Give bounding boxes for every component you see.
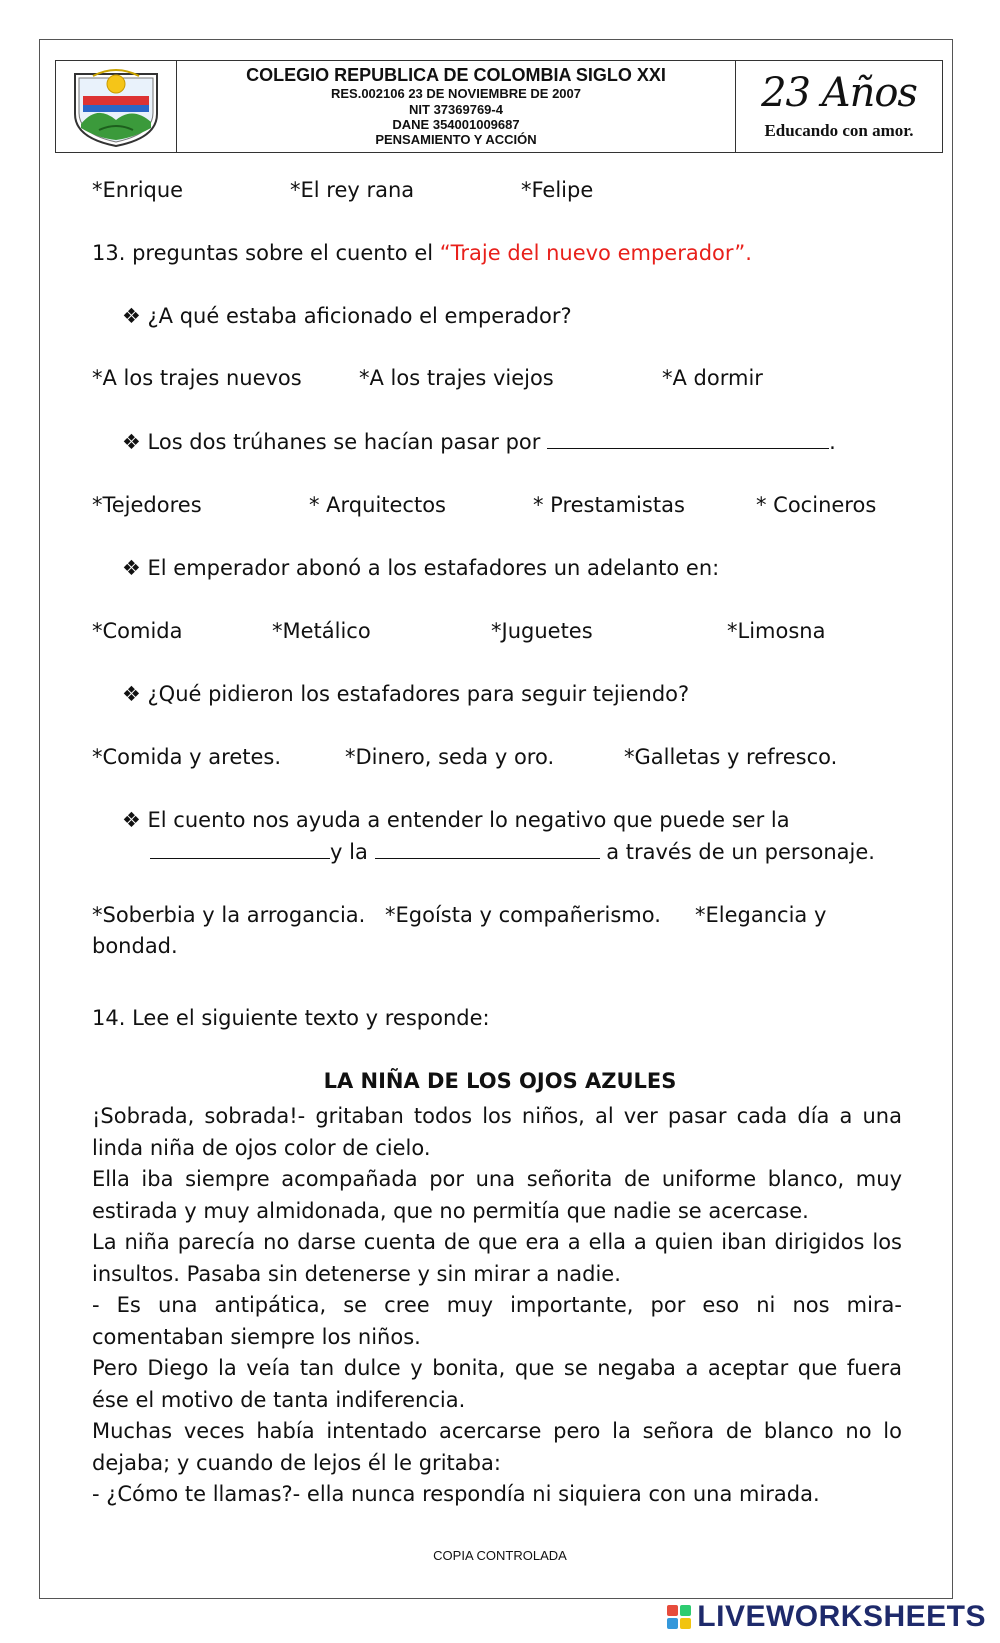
school-crest xyxy=(56,61,177,152)
option[interactable]: *Metálico xyxy=(272,619,371,643)
question-13-prefix: 13. preguntas sobre el cuento el xyxy=(92,241,440,265)
story-title: LA NIÑA DE LOS OJOS AZULES xyxy=(323,1069,677,1093)
option[interactable]: *A los trajes nuevos xyxy=(92,366,302,390)
option[interactable]: *Felipe xyxy=(521,178,594,202)
question-item xyxy=(122,304,572,328)
question-14-prompt: 14. Lee el siguiente texto y responde: xyxy=(92,1006,490,1030)
story-paragraph: Ella iba siempre acompañada por una señorita de uniforme blanco, muy estirada y muy almidonada, que no permitía que nadie se acercase. xyxy=(92,1167,902,1223)
option[interactable]: *Comida xyxy=(92,619,183,643)
option[interactable]: *Elegancia y xyxy=(695,903,827,927)
option[interactable]: *Soberbia y la arrogancia. xyxy=(92,903,366,927)
story-paragraph: - Es una antipática, se cree muy importante, por eso ni nos mira- comentaban siempre los niños. xyxy=(92,1293,902,1349)
diamond-bullet-icon: ❖ xyxy=(122,682,141,706)
motto: Educando con amor. xyxy=(764,120,914,140)
question-end-text: a través de un personaje. xyxy=(606,840,875,864)
option[interactable]: * Prestamistas xyxy=(533,493,685,517)
option[interactable]: *A los trajes viejos xyxy=(359,366,554,390)
question-item: ❖ Los dos trúhanes se hacían pasar por . xyxy=(122,430,836,454)
nit: NIT 37369769-4 xyxy=(409,101,503,117)
diamond-bullet-icon: ❖ xyxy=(122,808,141,832)
option[interactable]: *Limosna xyxy=(727,619,826,643)
option[interactable]: *Tejedores xyxy=(92,493,202,517)
liveworksheets-brand xyxy=(667,1600,986,1634)
question-text: ¿Qué pidieron los estafadores para seguir tejiendo? xyxy=(147,682,690,706)
option[interactable]: *Juguetes xyxy=(491,619,593,643)
footer-controlled-copy: COPIA CONTROLADA xyxy=(433,1548,567,1563)
question-text: Los dos trúhanes se hacían pasar por xyxy=(147,430,541,454)
document-header xyxy=(55,60,943,153)
question-text: El cuento nos ayuda a entender lo negativo que puede ser la xyxy=(147,808,790,832)
story-paragraph: Pero Diego la veía tan dulce y bonita, que se negaba a aceptar que fuera ése el motivo de tanta indiferencia. xyxy=(92,1356,902,1412)
question-item xyxy=(122,682,689,706)
question-13-heading xyxy=(92,241,752,265)
story-paragraph: ¡Sobrada, sobrada!- gritaban todos los niños, al ver pasar cada día a una linda niña de ojos color de cielo. xyxy=(92,1104,902,1160)
option[interactable]: * Arquitectos xyxy=(309,493,447,517)
liveworksheets-logo-icon xyxy=(667,1605,691,1629)
story-paragraph: - ¿Cómo te llamas?- ella nunca respondía ni siquiera con una mirada. xyxy=(92,1482,820,1506)
diamond-bullet-icon: ❖ xyxy=(122,556,141,580)
option[interactable]: *Dinero, seda y oro. xyxy=(345,745,555,769)
story-title-red: “Traje del nuevo emperador”. xyxy=(439,241,752,265)
story-text xyxy=(92,1101,902,1511)
option[interactable]: *A dormir xyxy=(662,366,763,390)
option[interactable]: * Cocineros xyxy=(756,493,877,517)
answer-blank[interactable] xyxy=(375,840,600,859)
years-label: 23 Años xyxy=(761,69,917,116)
option-continuation: bondad. xyxy=(92,934,178,958)
school-crest-icon xyxy=(69,66,163,148)
question-text: El emperador abonó a los estafadores un adelanto en: xyxy=(147,556,720,580)
diamond-bullet-icon: ❖ xyxy=(122,430,141,454)
option[interactable]: *Galletas y refresco. xyxy=(624,745,838,769)
question-text: ¿A qué estaba aficionado el emperador? xyxy=(147,304,572,328)
option[interactable]: *Egoísta y compañerismo. xyxy=(385,903,661,927)
brand-name: LIVEWORKSHEETS xyxy=(697,1600,986,1633)
story-paragraph: La niña parecía no darse cuenta de que era a ella a quien iban dirigidos los insultos. Pasaba sin detenerse y sin mirar a nadie. xyxy=(92,1230,902,1286)
option[interactable]: *El rey rana xyxy=(290,178,415,202)
school-name: COLEGIO REPUBLICA DE COLOMBIA SIGLO XXI xyxy=(246,65,666,86)
dane: DANE 354001009687 xyxy=(392,117,520,133)
question-item-continuation xyxy=(150,840,875,864)
option[interactable]: *Comida y aretes. xyxy=(92,745,282,769)
story-paragraph: Muchas veces había intentado acercarse pero la señora de blanco no lo dejaba; y cuando de lejos él le gritaba: xyxy=(92,1419,902,1475)
anniversary-badge xyxy=(735,61,942,152)
header-school-info xyxy=(177,61,735,152)
answer-blank[interactable] xyxy=(547,430,829,449)
resolution: RES.002106 23 DE NOVIEMBRE DE 2007 xyxy=(330,86,581,102)
question-item xyxy=(122,808,790,832)
option[interactable]: *Enrique xyxy=(92,178,184,202)
diamond-bullet-icon: ❖ xyxy=(122,304,141,328)
answer-blank[interactable] xyxy=(150,840,330,859)
connector-text: y la xyxy=(330,840,368,864)
question-item xyxy=(122,556,719,580)
slogan: PENSAMIENTO Y ACCIÓN xyxy=(375,132,537,148)
